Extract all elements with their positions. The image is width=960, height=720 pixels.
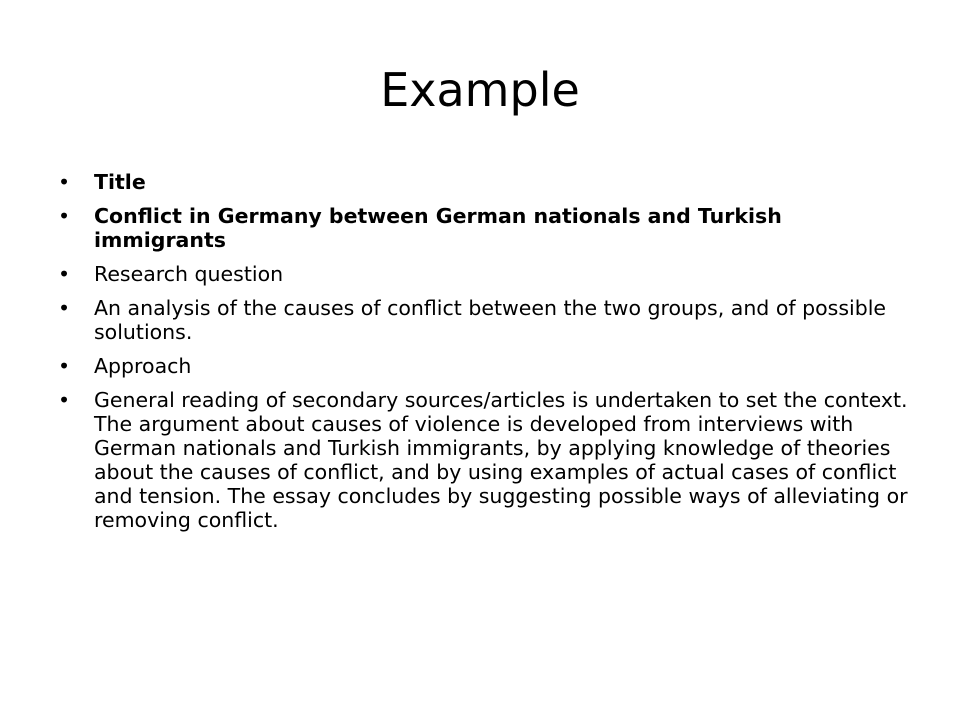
bullet-text: Title — [94, 170, 146, 194]
slide-title: Example — [380, 63, 580, 117]
bullet-item-title-value — [58, 204, 908, 252]
bullet-icon: • — [58, 262, 71, 286]
bullet-item-research-question-value — [58, 296, 908, 344]
bullet-icon: • — [58, 354, 71, 378]
bullet-text: Conflict in Germany between German nationals and Turkish immigrants — [94, 204, 782, 252]
bullet-item-title-label — [58, 170, 908, 194]
bullet-icon: • — [58, 296, 71, 320]
bullet-list — [58, 170, 908, 542]
bullet-text: General reading of secondary sources/articles is undertaken to set the context. The argument about causes of violence is developed from interviews with German nationals and Turkish immigrants, by applying knowledge of theories about the causes of conflict, and by using examples of actual cases of conflict and tension. The essay concludes by suggesting possible ways of alleviating or removing conflict. — [94, 388, 908, 532]
bullet-icon: • — [58, 388, 71, 412]
bullet-icon: • — [58, 170, 71, 194]
bullet-text: Approach — [94, 354, 192, 378]
bullet-item-approach-value — [58, 388, 908, 532]
bullet-item-approach-label — [58, 354, 908, 378]
bullet-icon: • — [58, 204, 71, 228]
bullet-text: An analysis of the causes of conflict between the two groups, and of possible solutions. — [94, 296, 887, 344]
bullet-text: Research question — [94, 262, 284, 286]
bullet-item-research-question-label — [58, 262, 908, 286]
